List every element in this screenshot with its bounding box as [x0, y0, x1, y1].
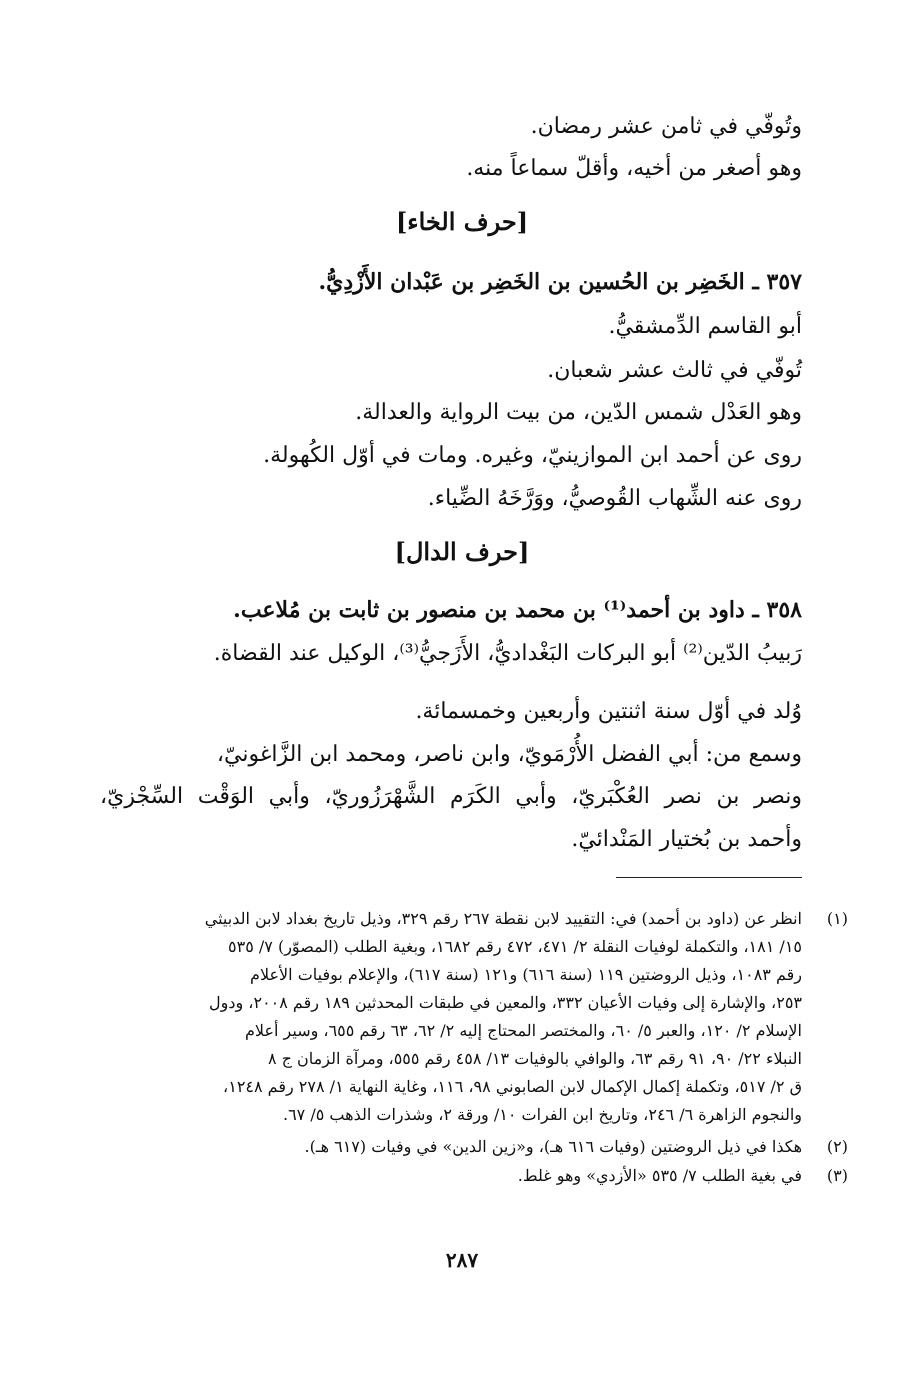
entry-358-line-1: رَبيبُ الدّين⁽²⁾ أبو البركات البَغْداديُّ، الأَزَجيُّ⁽³⁾، الوكيل عند القضاة. — [213, 641, 802, 666]
entry-358-title: ٣٥٨ ـ داود بن أحمد⁽¹⁾ بن محمد بن منصور بن ثابت بن مُلاعب. — [233, 597, 802, 623]
footnote-1-line-5: الإسلام ٢/ ١٢٠، والعبر ٥/ ٦٠، والمختصر المحتاج إليه ٢/ ٦٢، ٦٣ رقم ٦٥٥، وسير أعلام — [245, 1021, 802, 1040]
footnote-1-number: (١) — [826, 909, 848, 928]
intro-line-2: وهو أصغر من أخيه، وأقلّ سماعاً منه. — [466, 156, 802, 181]
footnote-1-line-6: النبلاء ٢٢/ ٩٠، ٩١ رقم ٦٣، والوافي بالوفيات ١٣/ ٤٥٨ رقم ٥٥٥، ومرآة الزمان ج ٨ — [267, 1049, 802, 1068]
entry-358-line-3: وسمع من: أبي الفضل الأُرْمَويّ، وابن ناصر، ومحمد ابن الزَّاغونيّ، — [216, 742, 802, 767]
footnote-separator — [616, 877, 802, 878]
entry-357-title: ٣٥٧ ـ الخَضِر بن الحُسين بن الخَضِر بن عَبْدان الأَزْدِيُّ. — [318, 269, 802, 295]
intro-line-1: وتُوفّي في ثامن عشر رمضان. — [530, 114, 802, 139]
footnote-1-line-2: ١٥/ ١٨١، والتكملة لوفيات النقلة ٢/ ٤٧١، ٤٧٢ رقم ١٦٨٢، وبغية الطلب (المصوّر) ٧/ ٥٣٥ — [228, 937, 802, 956]
entry-357-line-4: روى عن أحمد ابن الموازينيّ، وغيره. ومات في أوّل الكُهولة. — [263, 443, 802, 468]
entry-357-line-5: روى عنه الشِّهاب القُوصيُّ، ووَرَّخَهُ الضِّياء. — [427, 486, 802, 511]
entry-358-line-5: وأحمد بن بُختيار المَنْدائيّ. — [571, 827, 802, 852]
section-heading-dal: [حرف الدال] — [394, 537, 530, 566]
footnote-1-line-4: ٢٥٣، والإشارة إلى وفيات الأعيان ٣٣٢، والمعين في طبقات المحدثين ١٨٩ رقم ٢٠٠٨، ودول — [209, 993, 802, 1012]
entry-357-line-2: تُوفّي في ثالث عشر شعبان. — [547, 358, 802, 383]
entry-358-line-4: ونصر بن نصر العُكْبَريّ، وأبي الكَرَم الشَّهْرَزُوريّ، وأبي الوَقْت السِّجْزيّ، — [100, 784, 802, 809]
footnote-2-text: هكذا في ذيل الروضتين (وفيات ٦١٦ هـ)، و«زين الدين» في وفيات (٦١٧ هـ). — [304, 1137, 802, 1156]
footnote-2-number: (٢) — [826, 1137, 848, 1156]
section-heading-kha: [حرف الخاء] — [395, 207, 529, 236]
footnote-1-line-8: والنجوم الزاهرة ٦/ ٢٤٦، وتاريخ ابن الفرات ١٠/ ورقة ٢، وشذرات الذهب ٥/ ٦٧. — [282, 1105, 802, 1124]
page-number: ٢٨٧ — [445, 1248, 479, 1272]
footnote-1-line-3: رقم ١٠٨٣، وذيل الروضتين ١١٩ (سنة ٦١٦) و١٢١ (سنة ٦١٧)، والإعلام بوفيات الأعلام — [250, 965, 802, 984]
footnote-1-line-7: ق ٢/ ٥١٧، وتكملة إكمال الإكمال لابن الصابوني ٩٨، ١١٦، وغاية النهاية ١/ ٢٧٨ رقم ١٢٤٨، — [223, 1077, 802, 1096]
entry-358-line-2: وُلد في أوّل سنة اثنتين وأربعين وخمسمائة. — [415, 699, 802, 724]
footnote-3-number: (٣) — [826, 1166, 848, 1185]
footnote-1-line-1: انظر عن (داود بن أحمد) في: التقييد لابن نقطة ٢٦٧ رقم ٣٢٩، وذيل تاريخ بغداد لابن الدبيثي — [204, 909, 802, 928]
entry-357-line-3: وهو العَدْل شمس الدّين، من بيت الرواية والعدالة. — [355, 400, 802, 425]
footnote-3-text: في بغية الطلب ٧/ ٥٣٥ «الأزدي» وهو غلط. — [517, 1166, 802, 1185]
entry-357-line-1: أبو القاسم الدِّمشقيُّ. — [608, 314, 802, 339]
